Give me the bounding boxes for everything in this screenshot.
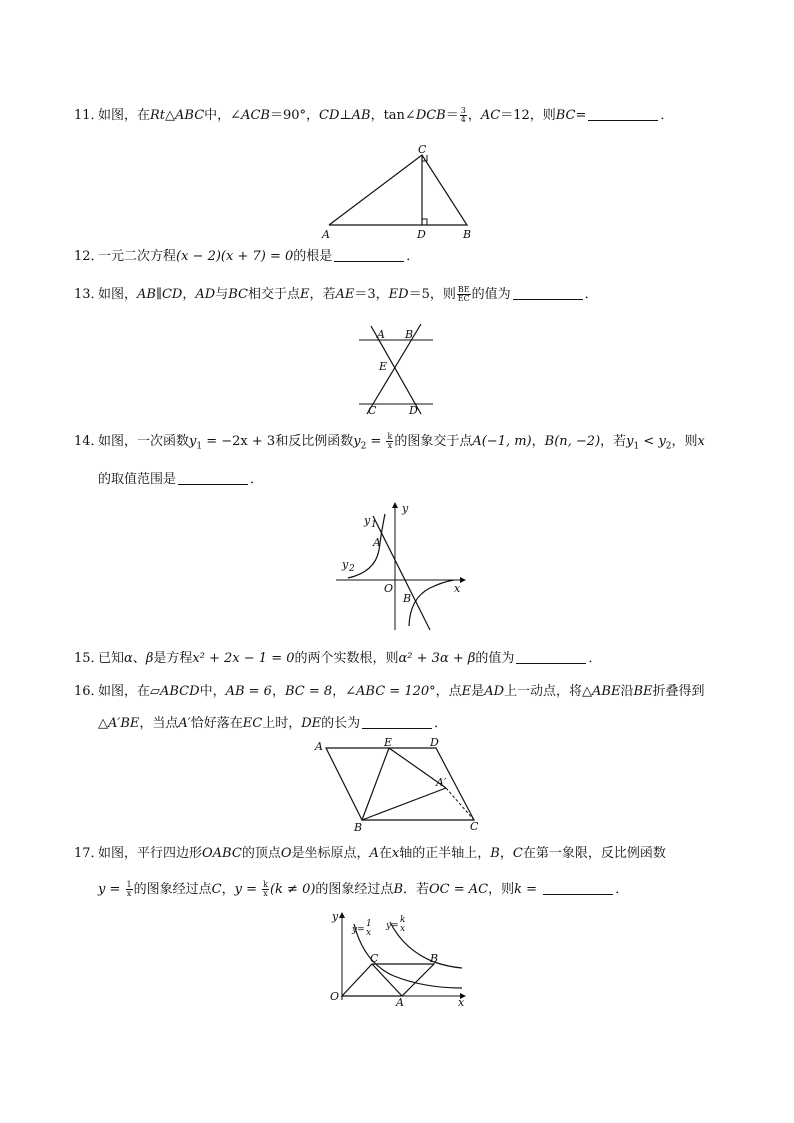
label-a: A	[396, 996, 404, 1009]
segment-ca	[372, 964, 402, 996]
label-a-prime: A′	[436, 776, 447, 789]
label-curve2-num: k	[400, 915, 406, 925]
label-c: C	[368, 404, 377, 417]
right-angle-mark	[422, 219, 427, 225]
label-curve1-den: x	[366, 928, 372, 938]
label-curve2-den: x	[400, 924, 406, 934]
fraction: $\frac{3}{4}$	[460, 106, 466, 124]
answer-blank[interactable]	[362, 714, 432, 729]
segment-be	[362, 748, 389, 820]
question-17: 17．如图，平行四边形OABC的顶点O是坐标原点，A在x轴的正半轴上，B，C在第一象限，反比例函数	[74, 846, 666, 861]
triangle-abc	[329, 155, 467, 225]
answer-blank[interactable]	[513, 285, 583, 300]
label-d: D	[430, 736, 439, 749]
question-16-line2: △A′BE，当点A′恰好落在EC上时，DE的长为 ．	[98, 716, 448, 731]
label-e: E	[379, 360, 388, 373]
figure-13-crossing-lines	[355, 322, 445, 417]
question-number: 11．	[74, 108, 104, 123]
label-o: O	[384, 582, 394, 595]
label-d: D	[409, 404, 418, 417]
parallelogram-abcd	[326, 748, 474, 820]
fraction: $\frac{BE}{EC}$	[457, 285, 470, 303]
label-y-axis: y	[402, 502, 409, 515]
label-c: C	[470, 820, 479, 833]
label-x-axis: x	[454, 582, 461, 595]
question-12: 12．一元二次方程(x − 2)(x + 7) = 0的根是 ．	[74, 249, 420, 264]
question-15: 15．已知α、β是方程x² + 2x − 1 = 0的两个实数根，则α² + 3α + β的值为 ．	[74, 651, 602, 666]
label-d: D	[417, 228, 426, 241]
label-a: A	[377, 328, 385, 341]
label-o: O	[330, 990, 340, 1003]
answer-blank[interactable]	[543, 880, 613, 895]
y-axis-arrow	[392, 502, 398, 508]
fraction: $\frac{1}{x}$	[126, 880, 132, 898]
question-17-line2: y = $\frac{1}{x}$ 的图象经过点C，y = $\frac{k}{x}$ (k ≠ 0)的图象经过点B．若OC = AC，则k = ．	[98, 880, 629, 898]
label-a: A	[315, 740, 323, 753]
label-y1: y	[364, 514, 371, 527]
y-axis-arrow	[339, 912, 345, 918]
question-14: 14．如图，一次函数$y_1 = -2x + 3$和反比例函数$y_2$ = $\frac{k}{x}$ 的图象交于点A(−1, m)，B(n, −2)，若$y_1 < y_2$，则x	[74, 432, 705, 452]
figure-17-coordinate-graph	[324, 908, 474, 1008]
label-a: A	[322, 228, 330, 241]
question-14-line2: 的取值范围是 ．	[98, 472, 264, 487]
label-b: B	[354, 821, 363, 834]
label-x-axis: x	[458, 996, 465, 1009]
label-curve1: y=	[352, 925, 365, 935]
label-y-axis: y	[332, 910, 339, 923]
answer-blank[interactable]	[334, 247, 404, 262]
parallelogram-oabc	[342, 964, 434, 996]
question-13: 13．如图，AB∥CD，AD与BC相交于点E，若AE＝3，ED＝5，则 $\frac{BE}{EC}$ 的值为 ．	[74, 285, 598, 303]
segment-ba-prime	[362, 788, 446, 820]
label-y2: y	[342, 558, 349, 571]
label-y2-sub: 2	[349, 564, 355, 574]
question-16: 16．如图，在▱ABCD中，AB = 6，BC = 8，∠ABC = 120°，点E是AD上一动点，将△ABE沿BE折叠得到	[74, 684, 705, 699]
label-e: E	[384, 736, 393, 749]
label-c: C	[418, 143, 427, 156]
label-curve1-num: 1	[366, 919, 372, 929]
label-b: B	[430, 952, 439, 965]
label-b: B	[403, 592, 412, 605]
answer-blank[interactable]	[588, 106, 658, 121]
figure-11-triangle	[320, 142, 480, 242]
fraction: $\frac{k}{x}$	[263, 880, 268, 898]
label-curve2: y=	[386, 921, 399, 931]
figure-14-function-graph	[330, 500, 470, 635]
label-y1-sub: 1	[371, 520, 377, 530]
label-a: A	[373, 536, 381, 549]
answer-blank[interactable]	[178, 470, 248, 485]
hyperbola-branch-4	[409, 580, 454, 626]
fraction: $\frac{k}{x}$	[387, 432, 393, 450]
label-b: B	[405, 328, 414, 341]
question-11: 11．如图，在Rt△ABC中，∠ACB＝90°，CD⊥AB，tan∠DCB＝ $\frac{3}{4}$ ，AC＝12，则BC= ．	[74, 106, 674, 124]
answer-blank[interactable]	[516, 649, 586, 664]
figure-16-parallelogram	[312, 738, 492, 833]
label-b: B	[463, 228, 472, 241]
x-axis-arrow	[460, 577, 466, 583]
label-c: C	[370, 952, 379, 965]
